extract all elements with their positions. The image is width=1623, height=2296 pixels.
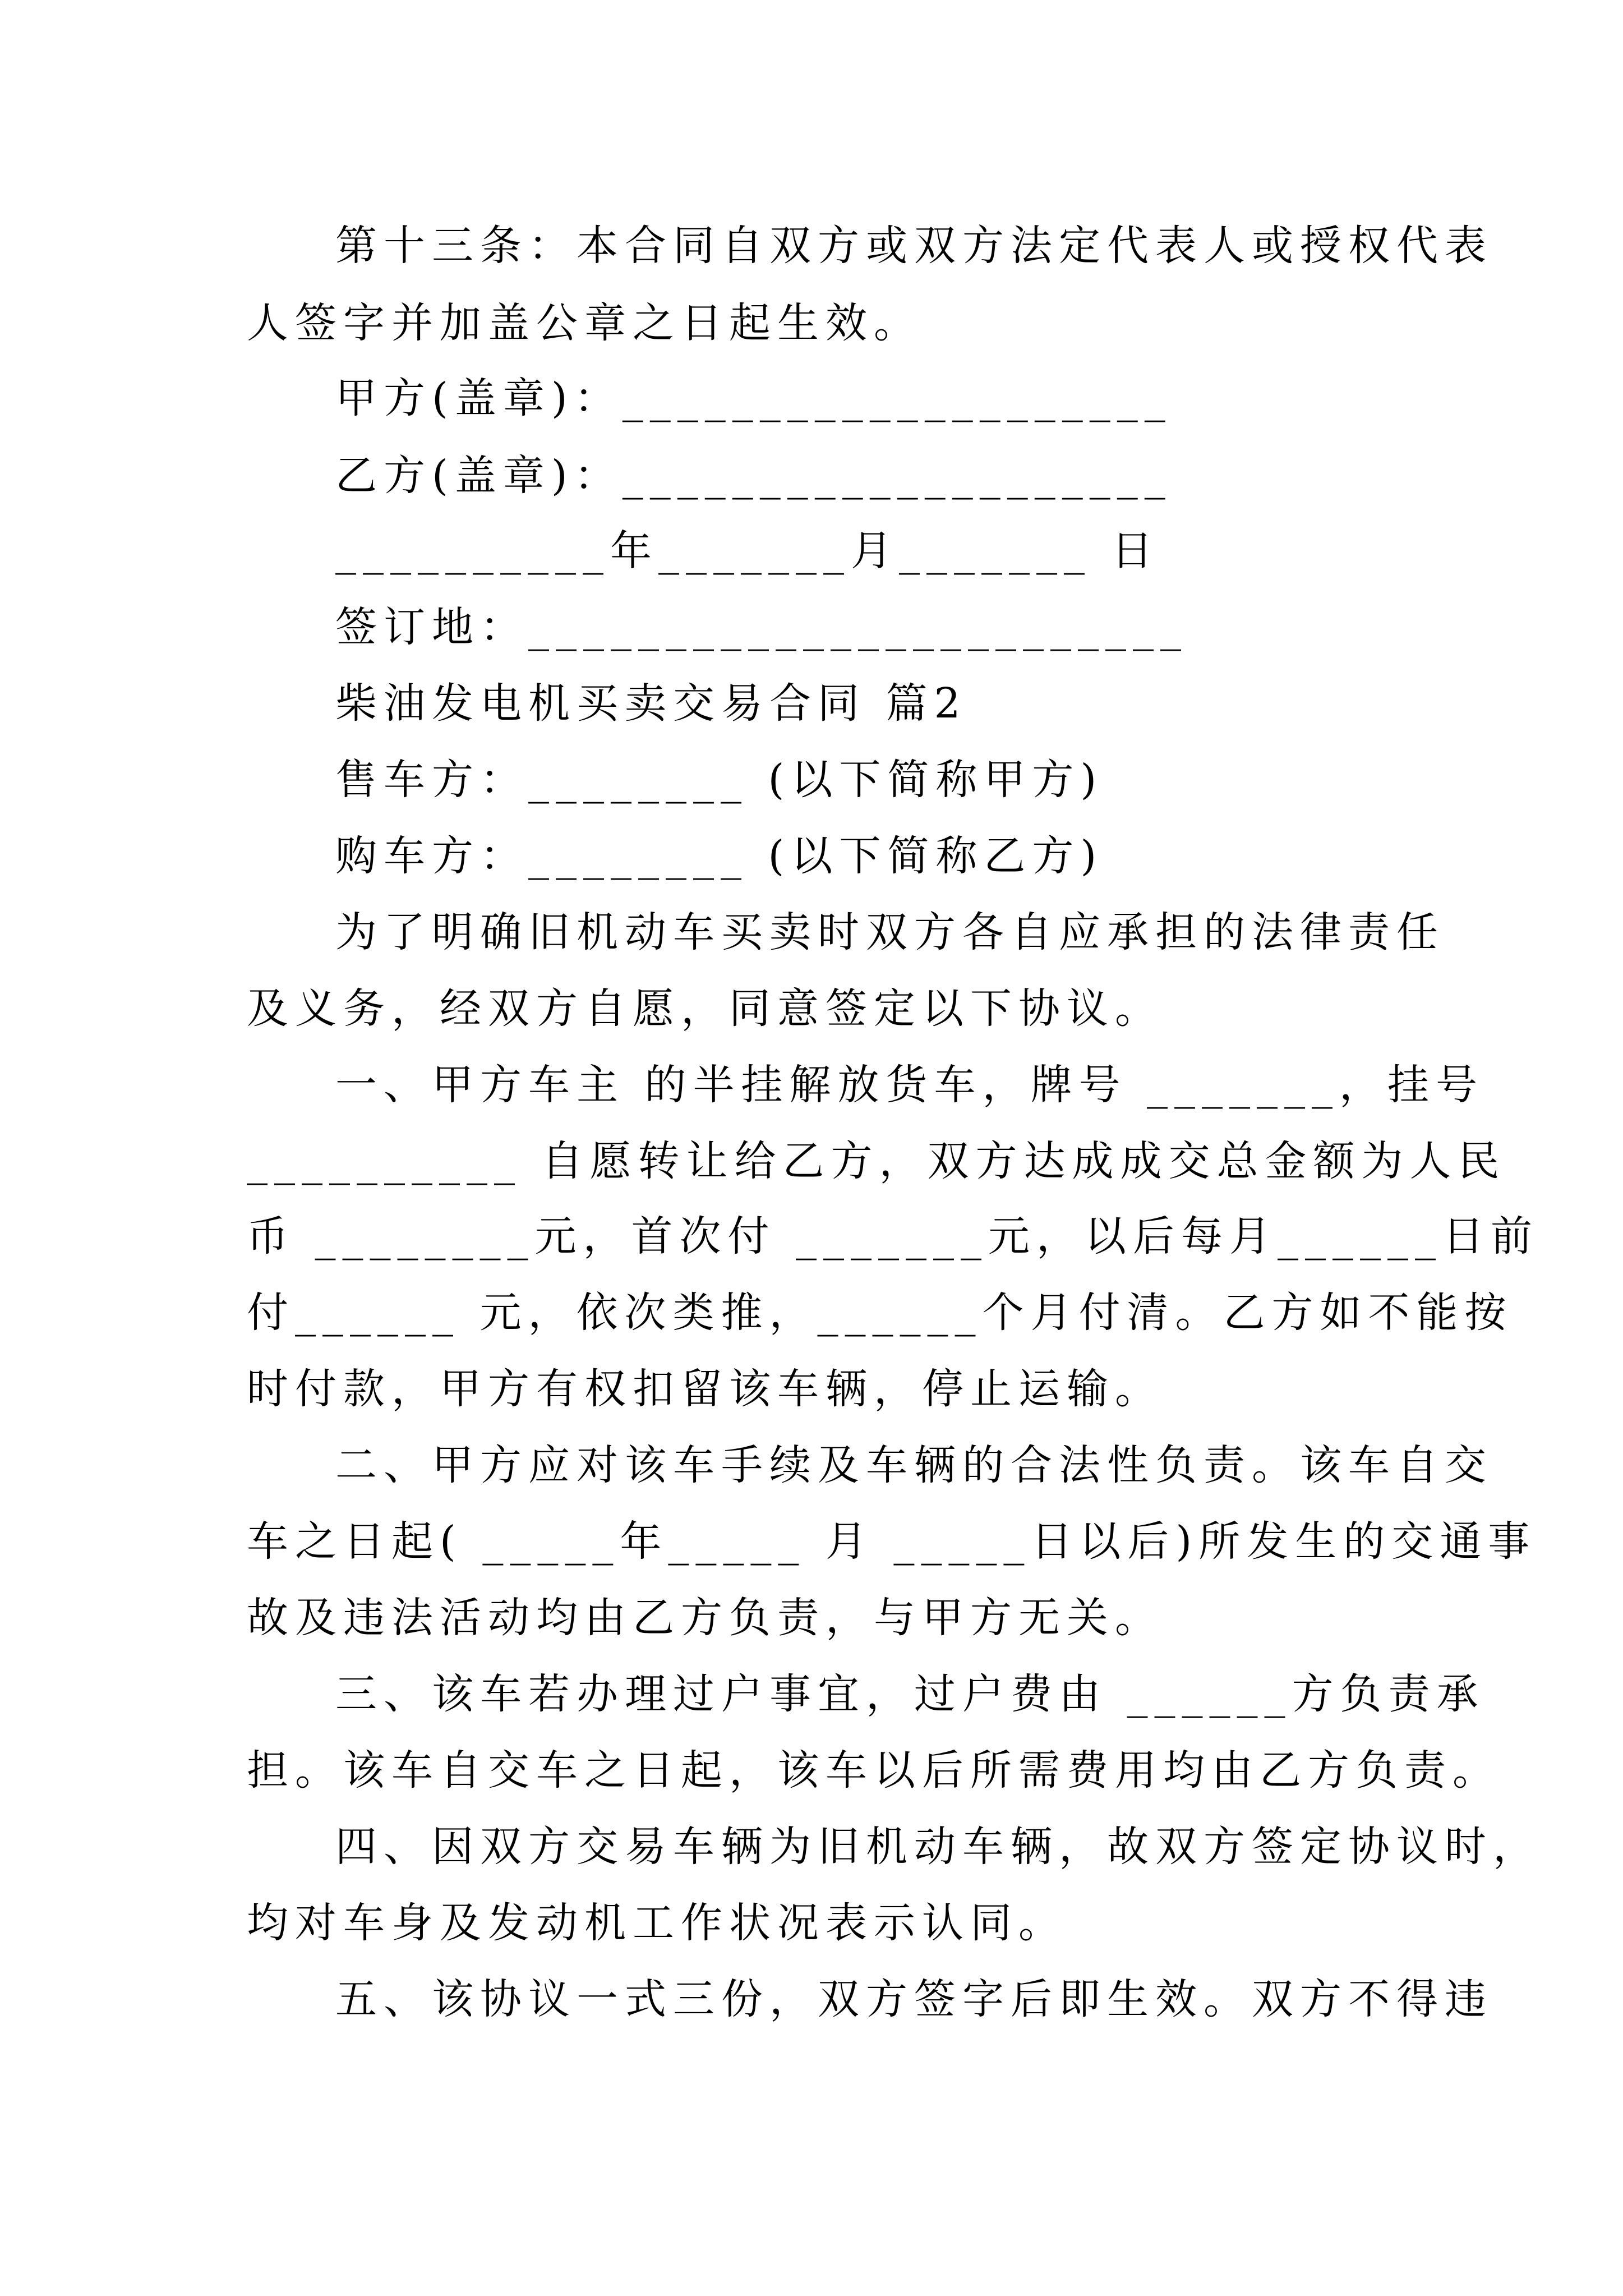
- text-line: 一、甲方车主 的半挂解放货车，牌号 _______，挂号: [335, 1061, 1484, 1109]
- text-line: 均对车身及发动机工作状况表示认同。: [247, 1899, 1067, 1947]
- text-line: 二、甲方应对该车手续及车辆的合法性负责。该车自交: [335, 1441, 1493, 1489]
- text-line: 购车方：________ (以下简称乙方): [335, 832, 1104, 880]
- text-line: 付______ 元，依次类推，______个月付清。乙方如不能按: [247, 1289, 1513, 1337]
- text-line: 时付款，甲方有权扣留该车辆，停止运输。: [247, 1365, 1163, 1413]
- text-line: 担。该车自交车之日起，该车以后所需费用均由乙方负责。: [247, 1746, 1501, 1795]
- text-line: 第十三条：本合同自双方或双方法定代表人或授权代表: [335, 222, 1493, 270]
- text-line: 为了明确旧机动车买卖时双方各自应承担的法律责任: [335, 908, 1445, 956]
- text-line: 车之日起( _____年_____ 月 _____日以后)所发生的交通事: [247, 1517, 1537, 1566]
- section-heading: 柴油发电机买卖交易合同 篇2: [335, 679, 967, 728]
- text-line: __________年_______月_______ 日: [335, 527, 1160, 575]
- text-line: 三、该车若办理过户事宜，过户费由 ______方负责承: [335, 1670, 1485, 1718]
- text-line: 四、因双方交易车辆为旧机动车辆，故双方签定协议时，: [335, 1823, 1541, 1871]
- text-line: 故及违法活动均由乙方负责，与甲方无关。: [247, 1594, 1163, 1642]
- text-line: 人签字并加盖公章之日起生效。: [247, 299, 922, 347]
- text-line: 五、该协议一式三份，双方签字后即生效。双方不得违: [335, 1975, 1493, 2023]
- text-line: 乙方(盖章)：____________________: [335, 452, 1172, 500]
- text-line: 签订地：________________________: [335, 603, 1188, 651]
- text-line: 甲方(盖章)：____________________: [335, 374, 1172, 422]
- text-line: 及义务，经双方自愿，同意签定以下协议。: [247, 984, 1163, 1033]
- text-line: 售车方：________ (以下简称甲方): [335, 756, 1104, 804]
- text-line: 币 ________元，首次付 _______元，以后每月______日前: [247, 1212, 1539, 1260]
- text-line: __________ 自愿转让给乙方，双方达成成交总金额为人民: [247, 1137, 1506, 1185]
